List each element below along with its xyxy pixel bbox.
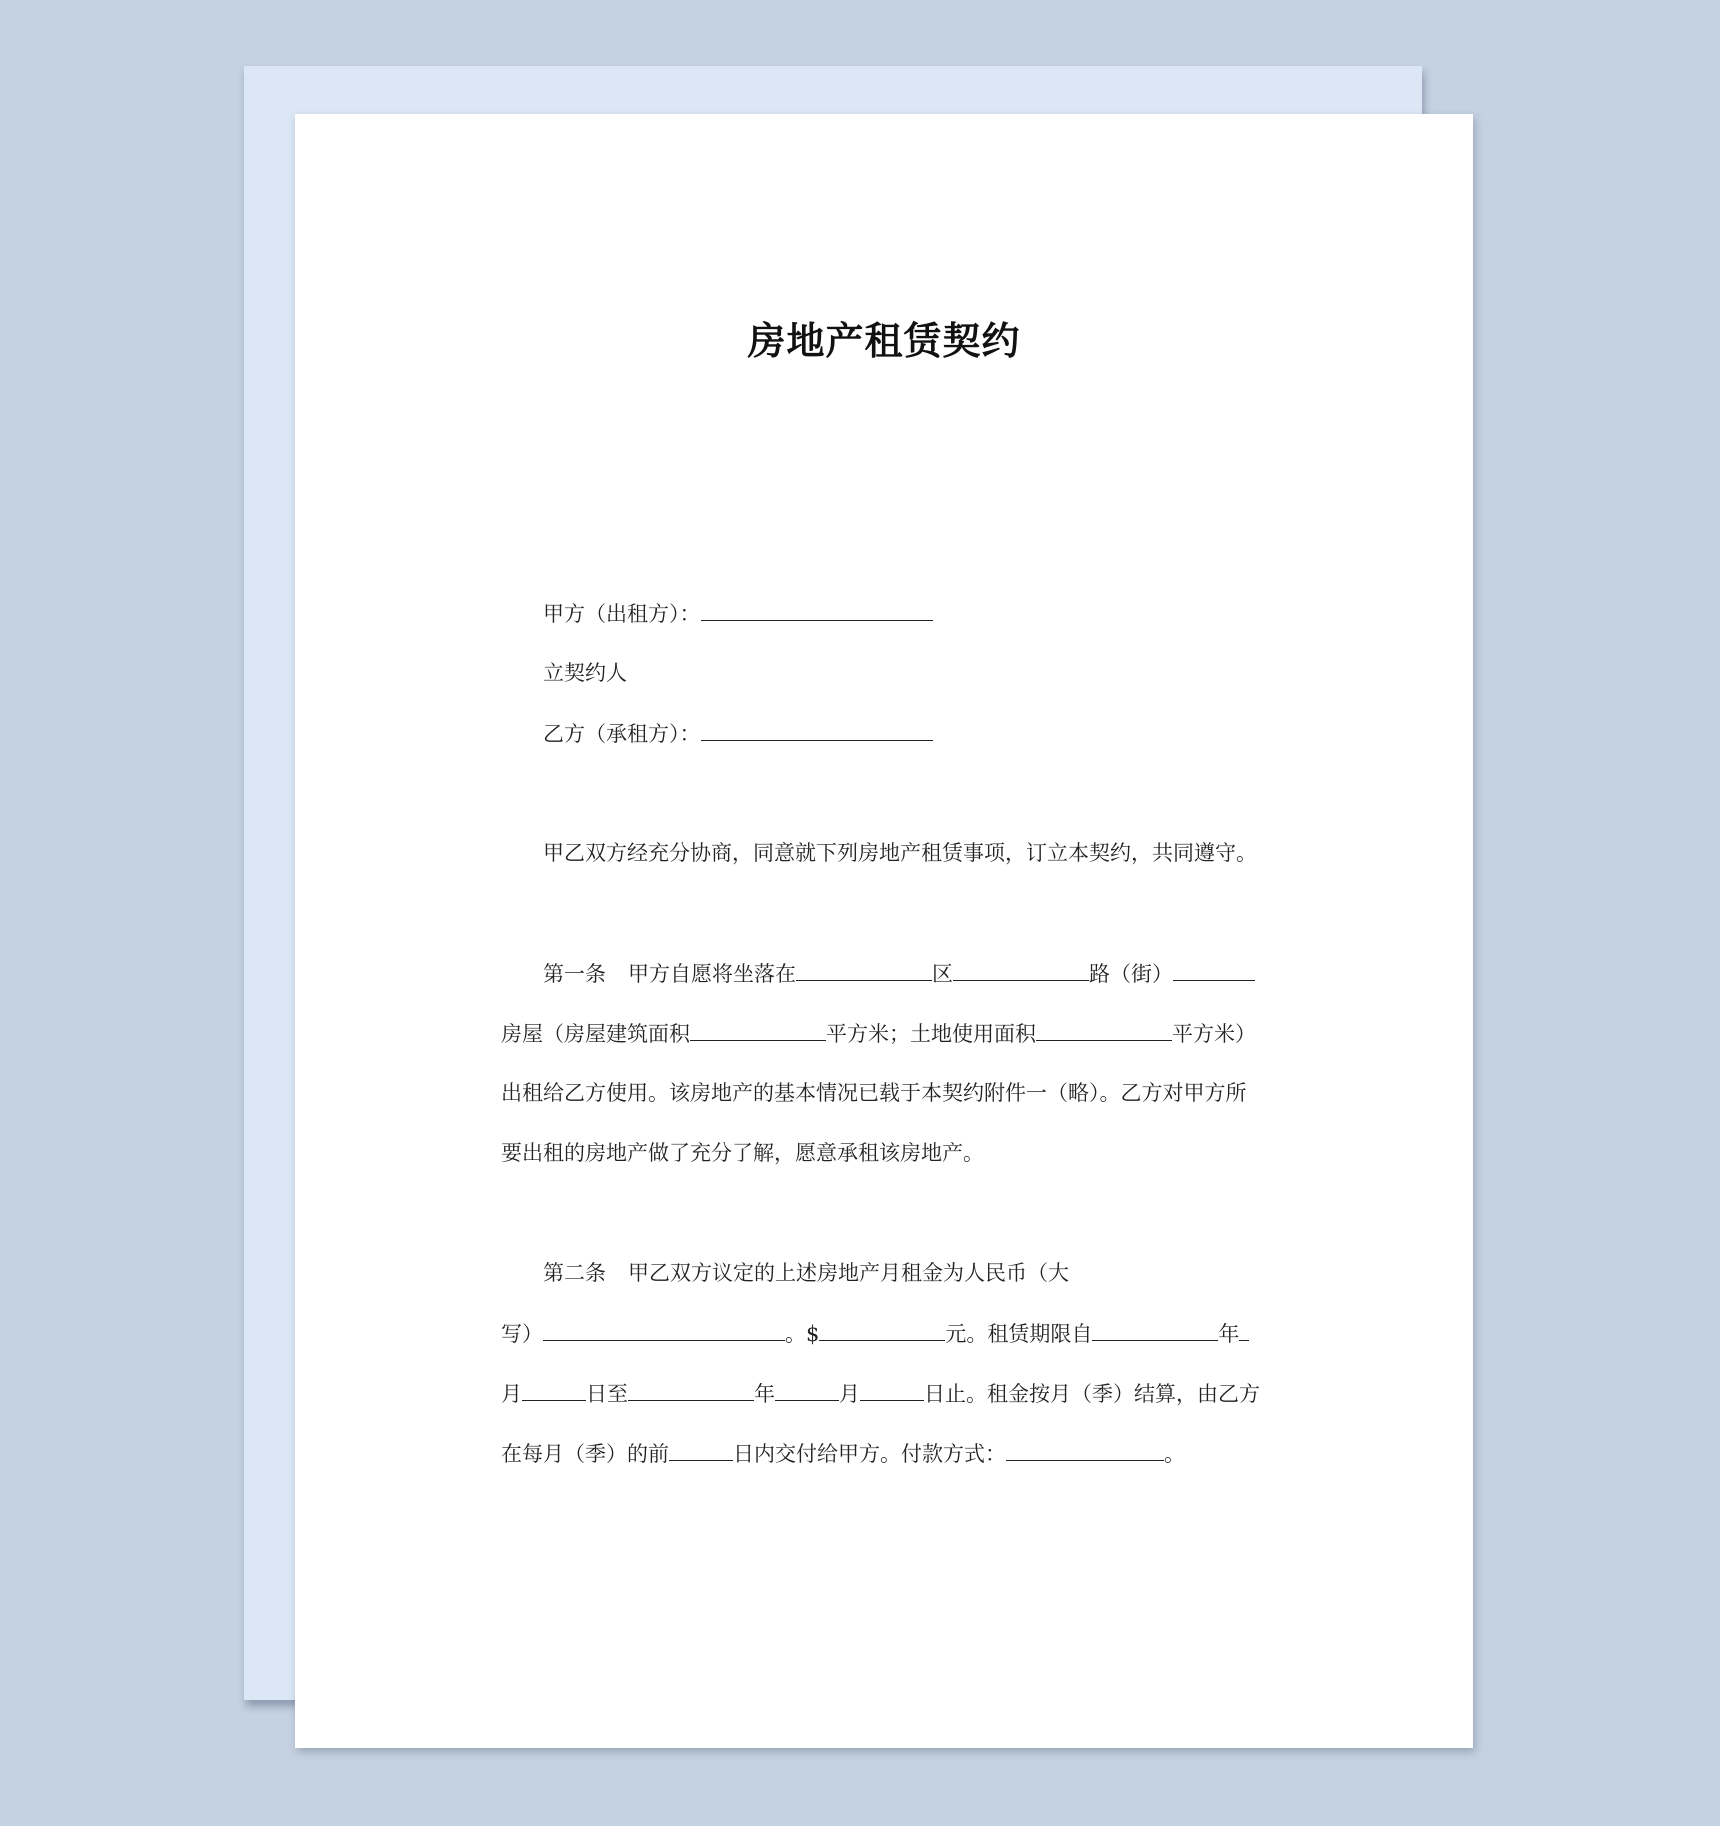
number-blank	[1173, 958, 1255, 981]
party-a-label: 甲方（出租方）：	[543, 602, 701, 626]
start-year-blank	[1092, 1318, 1218, 1341]
article-1-text: 路（街）	[1089, 962, 1173, 986]
article-1-line-3: 出租给乙方使用。该房地产的基本情况已载于本契约附件一（略）。乙方对甲方所	[501, 1081, 1247, 1105]
article-2-text: 年	[1218, 1322, 1240, 1346]
article-1-text: 房屋（房屋建筑面积	[501, 1022, 690, 1046]
article-1-text: 平方米；土地使用面积	[826, 1022, 1036, 1046]
signatory-label: 立契约人	[543, 661, 627, 685]
land-area-blank	[1036, 1018, 1172, 1041]
document-title: 房地产租赁契约	[747, 319, 1021, 363]
document-page	[295, 114, 1473, 1748]
article-2-line-4	[501, 1438, 1185, 1469]
party-b-label: 乙方（承租方）：	[543, 722, 701, 746]
article-2-text: 写）	[501, 1322, 543, 1346]
article-2-text: 。	[1164, 1442, 1185, 1466]
article-2-text: 在每月（季）的前	[501, 1442, 669, 1466]
article-2-text: 月	[839, 1382, 860, 1406]
article-1-line-2	[501, 1018, 1256, 1049]
start-day-blank	[522, 1378, 586, 1401]
article-2-text: 年	[754, 1382, 775, 1406]
payment-method-blank	[1006, 1438, 1164, 1461]
party-b-line	[543, 718, 933, 749]
district-blank	[796, 958, 932, 981]
article-2-text: 日止。租金按月（季）结算，由乙方	[924, 1382, 1260, 1406]
preamble-paragraph: 甲乙双方经充分协商，同意就下列房地产租赁事项，订立本契约，共同遵守。	[543, 841, 1257, 865]
article-2-text: 元。租赁期限自	[945, 1322, 1093, 1346]
article-2-heading: 第二条	[543, 1261, 606, 1285]
article-2-text: 。$	[785, 1322, 820, 1346]
article-1-line-1	[543, 958, 1255, 989]
article-2-line-2	[501, 1318, 1249, 1349]
article-2-text: 日内交付给甲方。付款方式：	[733, 1442, 1006, 1466]
payment-days-blank	[669, 1438, 733, 1461]
end-day-blank	[860, 1378, 924, 1401]
building-area-blank	[690, 1018, 826, 1041]
article-1-heading: 第一条	[543, 962, 606, 986]
end-month-blank	[775, 1378, 839, 1401]
article-1-text: 甲方自愿将坐落在	[628, 962, 796, 986]
end-year-blank	[628, 1378, 754, 1401]
article-1-line-4: 要出租的房地产做了充分了解，愿意承租该房地产。	[501, 1141, 984, 1165]
article-2-text: 日至	[586, 1382, 628, 1406]
article-1-text: 区	[932, 962, 953, 986]
rent-amount-words-blank	[543, 1318, 785, 1341]
article-1-text: 平方米）	[1172, 1022, 1256, 1046]
article-2-line-1	[543, 1258, 1069, 1288]
article-2-text: 甲乙双方议定的上述房地产月租金为人民币（大	[628, 1261, 1069, 1285]
article-2-line-3	[501, 1378, 1260, 1409]
signatory-line	[543, 658, 627, 688]
rent-amount-blank	[819, 1318, 945, 1341]
party-a-blank	[701, 598, 933, 621]
party-a-line	[543, 598, 933, 629]
party-b-blank	[701, 718, 933, 741]
start-month-blank	[1239, 1318, 1249, 1341]
road-blank	[953, 958, 1089, 981]
article-2-text: 月	[501, 1382, 522, 1406]
